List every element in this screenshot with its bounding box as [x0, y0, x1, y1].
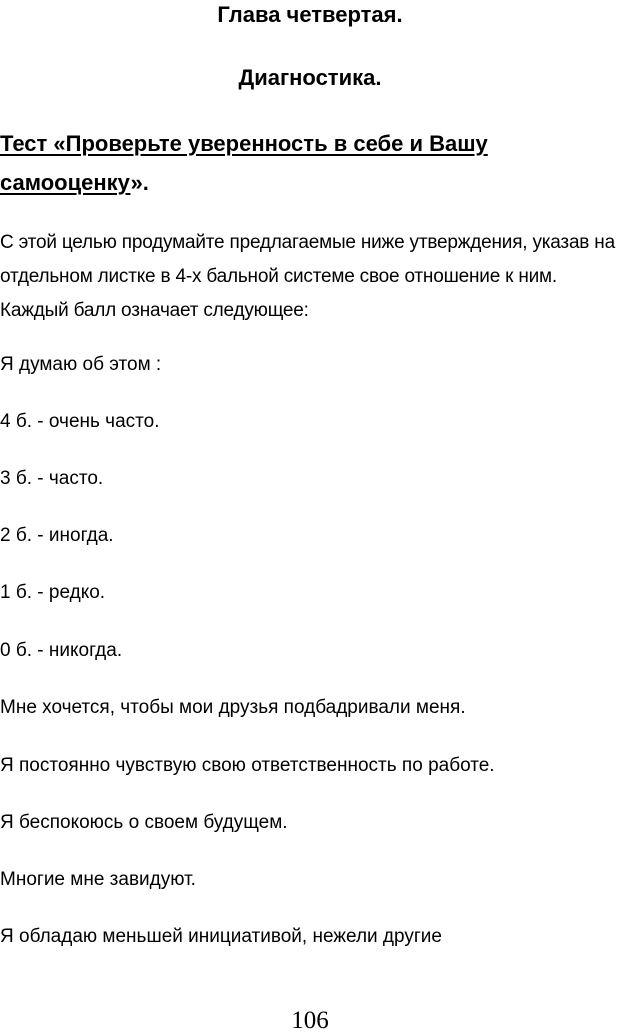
statement-item: Многие мне завидуют.	[0, 869, 196, 890]
scale-item: 2 б. - иногда.	[0, 525, 114, 546]
intro-paragraph: С этой целью продумайте предлагаемые ниже утверждения, указав на отдельном листке в 4-х бальной системе свое отношение к ним. Каждый балл означает следующее:	[0, 232, 615, 321]
scale-item: 4 б. - очень часто.	[0, 411, 160, 432]
statement-item: Я беспокоюсь о своем будущем.	[0, 812, 288, 833]
test-title-tail: ».	[130, 170, 149, 195]
lead-in: Я думаю об этом :	[0, 354, 162, 375]
test-title	[0, 124, 600, 202]
scale-item: 3 б. - часто.	[0, 468, 104, 489]
section-title: Диагностика.	[238, 65, 382, 90]
test-title-underlined: Тест «Проверьте уверенность в себе и Вашу самооценку	[0, 131, 488, 195]
statement-item: Мне хочется, чтобы мои друзья подбадривали меня.	[0, 697, 466, 718]
scale-item: 1 б. - редко.	[0, 582, 106, 603]
scale-item: 0 б. - никогда.	[0, 640, 123, 661]
page-number: 106	[291, 1007, 329, 1034]
chapter-title: Глава четвертая.	[217, 2, 403, 27]
statement-item: Я постоянно чувствую свою ответственность по работе.	[0, 755, 495, 776]
statement-item: Я обладаю меньшей инициативой, нежели другие	[0, 926, 442, 947]
